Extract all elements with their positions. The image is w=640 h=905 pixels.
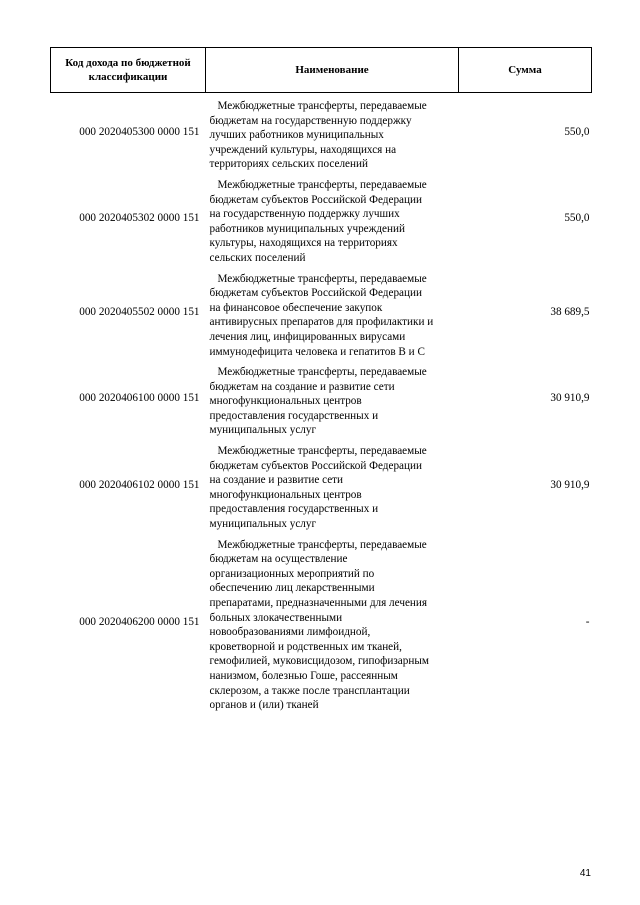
table-row (51, 438, 592, 532)
revenue-sum-cell: 550,0 (564, 126, 590, 139)
revenue-name-line: обеспечению лиц лекарственными (209, 582, 375, 595)
revenue-name-line: иммунодефицита человека и гепатитов В и С (209, 345, 425, 358)
revenue-name-line: муниципальных услуг (209, 424, 317, 437)
revenue-name-line: больных злокачественными (209, 611, 343, 624)
revenue-name-line: территориях сельских поселений (209, 158, 368, 171)
revenue-name-line: кроветворной и родственных им тканей, (209, 640, 402, 653)
table-row (51, 172, 592, 266)
table-header-row (51, 48, 592, 93)
page-number: 41 (579, 868, 591, 879)
revenue-name-line: культуры, находящихся на территориях (209, 237, 398, 250)
revenue-name-line: на финансовое обеспечение закупок (209, 301, 383, 314)
revenue-sum-cell: - (585, 615, 590, 628)
table-row (51, 266, 592, 360)
revenue-name-line: Межбюджетные трансферты, передаваемые (217, 366, 427, 379)
revenue-name-line: многофункциональных центров (209, 488, 362, 501)
revenue-code-cell: 000 2020405300 0000 151 (79, 126, 200, 139)
table-row (51, 359, 592, 438)
revenue-name-line: бюджетам субъектов Российской Федерации (209, 287, 422, 300)
revenue-code-cell: 000 2020405302 0000 151 (79, 212, 200, 225)
table-row (51, 93, 592, 172)
header-code: Код дохода по бюджетной классификации (51, 48, 206, 93)
revenue-name-line: сельских поселений (209, 251, 306, 264)
revenue-sum-cell: 38 689,5 (550, 306, 590, 319)
revenue-name-cell (206, 532, 459, 713)
revenue-name-line: бюджетам на осуществление (209, 553, 348, 566)
revenue-name-cell (206, 266, 459, 360)
revenue-name-cell (206, 438, 459, 532)
revenue-code-cell: 000 2020406200 0000 151 (79, 615, 200, 628)
revenue-name-line: предоставления государственных и (209, 409, 379, 422)
revenue-name-line: Межбюджетные трансферты, передаваемые (217, 272, 427, 285)
revenue-name-line: гемофилией, муковисцидозом, гипофизарным (209, 655, 429, 668)
revenue-name-cell (206, 93, 459, 172)
revenue-code-cell: 000 2020406100 0000 151 (79, 392, 200, 405)
revenue-name-line: бюджетам субъектов Российской Федерации (209, 193, 422, 206)
revenue-name-line: учреждений культуры, находящихся на (209, 143, 397, 156)
revenue-name-line: на государственную поддержку лучших (209, 208, 400, 221)
revenue-name-line: органов и (или) тканей (209, 699, 319, 712)
revenue-name-line: многофункциональных центров (209, 395, 362, 408)
revenue-name-line: предоставления государственных и (209, 503, 379, 516)
revenue-name-line: работников муниципальных учреждений (209, 222, 405, 235)
revenue-name-line: нанизмом, болезнью Гоше, рассеянным (209, 669, 398, 682)
revenue-name-line: Межбюджетные трансферты, передаваемые (217, 178, 427, 191)
revenue-name-line: препаратами, предназначенными для лечения (209, 597, 428, 609)
revenue-name-line: Межбюджетные трансферты, передаваемые (217, 445, 427, 458)
revenue-name-line: на создание и развитие сети (209, 474, 344, 487)
revenue-name-line: муниципальных услуг (209, 518, 317, 531)
revenue-sum-cell: 550,0 (564, 212, 590, 225)
revenue-sum-cell: 30 910,9 (550, 392, 590, 405)
header-name: Наименование (206, 48, 459, 93)
revenue-name-line: новообразованиями лимфоидной, (209, 626, 371, 639)
revenue-name-cell (206, 172, 459, 266)
revenue-name-line: бюджетам субъектов Российской Федерации (209, 459, 422, 472)
header-sum: Сумма (459, 48, 592, 93)
budget-revenue-table (50, 47, 592, 713)
revenue-name-line: антивирусных препаратов для профилактики и (209, 316, 434, 329)
revenue-name-line: склерозом, а также после трансплантации (209, 684, 410, 697)
revenue-sum-cell: 30 910,9 (550, 478, 590, 491)
revenue-code-cell: 000 2020406102 0000 151 (79, 478, 200, 491)
table-row (51, 532, 592, 713)
table-body (51, 93, 592, 713)
revenue-name-line: лучших работников муниципальных (209, 129, 384, 142)
revenue-name-line: лечения лиц, инфицированных вирусами (209, 330, 406, 343)
revenue-name-line: бюджетам на государственную поддержку (209, 114, 412, 127)
revenue-code-cell: 000 2020405502 0000 151 (79, 306, 200, 319)
revenue-name-line: Межбюджетные трансферты, передаваемые (217, 100, 427, 112)
revenue-name-cell (206, 359, 459, 438)
revenue-name-line: Межбюджетные трансферты, передаваемые (217, 538, 427, 551)
revenue-name-line: организационных мероприятий по (209, 567, 375, 580)
revenue-name-line: бюджетам на создание и развитие сети (209, 380, 395, 393)
